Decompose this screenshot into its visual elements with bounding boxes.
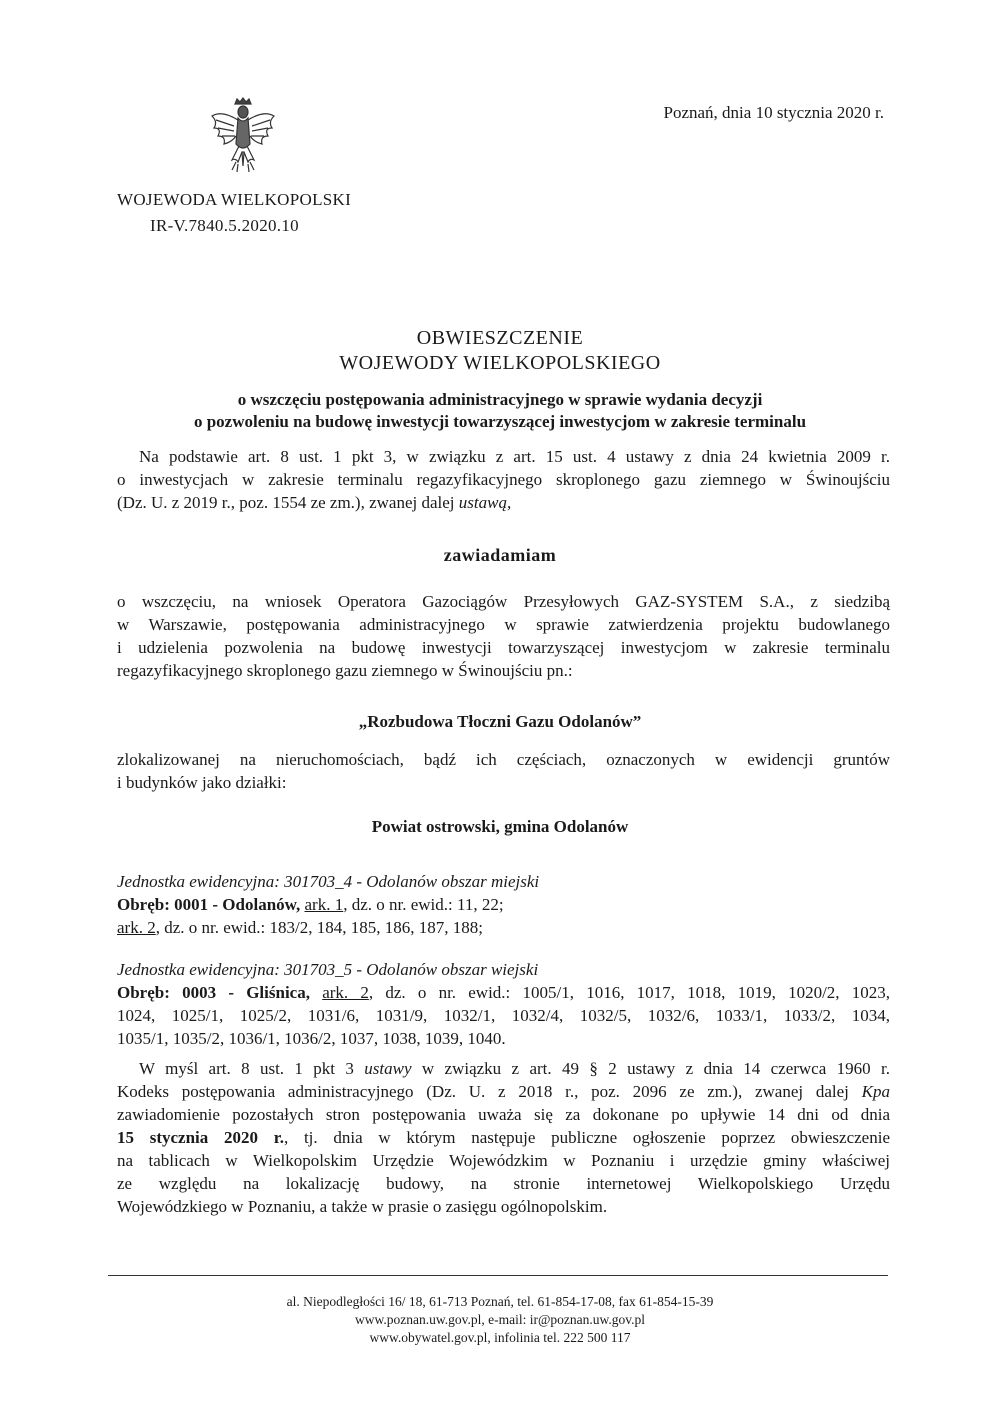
place-date: Poznań, dnia 10 stycznia 2020 r. — [663, 103, 884, 122]
location-paragraph — [117, 748, 890, 794]
paragraph-line — [117, 1126, 890, 1149]
paragraph-text: Kodeks postępowania administracyjnego (Dz. U. z 2018 r., poz. 2096 ze zm.), zwanej dalej — [117, 1082, 862, 1101]
parcel-numbers: , dz. o nr. ewid.: 183/2, 184, 185, 186, 187, 188; — [155, 918, 483, 937]
initiation-line: i udzielenia pozwolenia na budowę inwestycji towarzyszącej inwestycjom w zakresie terminalu — [117, 638, 890, 657]
registry-unit-label: Jednostka ewidencyjna: 301703_5 - Odolanów obszar wiejski — [117, 960, 539, 979]
sheet-label: ark. 2 — [322, 983, 369, 1002]
parcel-line: 1035/1, 1035/2, 1036/1, 1036/2, 1037, 1038, 1039, 1040. — [117, 1029, 506, 1048]
paragraph-line: ze względu na lokalizację budowy, na stronie internetowej Wielkopolskiego Urzędu — [117, 1174, 890, 1193]
initiation-paragraph — [117, 590, 890, 682]
parcel-line: 1024, 1025/1, 1025/2, 1031/6, 1031/9, 1032/1, 1032/4, 1032/5, 1032/6, 1033/1, 1033/2, 1034, — [117, 1006, 890, 1025]
paragraph-line: zawiadomienie pozostałych stron postępowania uważa się za dokonane po upływie 14 dni od dnia — [117, 1105, 890, 1124]
notice-subject-line-1: o wszczęciu postępowania administracyjnego w sprawie wydania decyzji — [237, 390, 763, 409]
registry-unit-rural — [117, 958, 890, 1050]
legal-basis-text: (Dz. U. z 2019 r., poz. 1554 ze zm.), zwanej dalej — [117, 493, 459, 512]
issuing-authority: WOJEWODA WIELKOPOLSKI — [117, 190, 352, 209]
footer-address: al. Niepodległości 16/ 18, 61-713 Poznań, tel. 61-854-17-08, fax 61-854-15-39 — [286, 1294, 714, 1309]
project-name: „Rozbudowa Tłoczni Gazu Odolanów” — [358, 712, 642, 731]
paragraph-line — [117, 1057, 890, 1080]
legal-basis-line — [117, 491, 890, 514]
paragraph-text: W myśl art. 8 ust. 1 pkt 3 — [139, 1059, 365, 1078]
defined-term: ustawy — [364, 1059, 412, 1078]
parcel-numbers: , dz. o nr. ewid.: 1005/1, 1016, 1017, 1018, 1019, 1020/2, 1023, — [368, 983, 891, 1002]
footer-divider — [108, 1275, 888, 1276]
location-line: i budynków jako działki: — [117, 773, 287, 792]
footer-hotline: www.obywatel.gov.pl, infolinia tel. 222 500 117 — [369, 1330, 631, 1345]
location-line: zlokalizowanej na nieruchomościach, bądź ich częściach, oznaczonych w ewidencji gruntów — [117, 750, 890, 769]
parcel-numbers: , dz. o nr. ewid.: 11, 22; — [343, 895, 504, 914]
parcel-line — [117, 981, 890, 1004]
precinct-label: Obręb: 0003 - Gliśnica, — [117, 983, 310, 1002]
legal-basis-line: o inwestycjach w zakresie terminalu regazyfikacyjnego skroplonego gazu ziemnego w Świnoujściu — [117, 470, 890, 489]
notice-title: OBWIESZCZENIE — [416, 327, 584, 349]
sheet-label: ark. 2 — [117, 918, 156, 937]
registry-unit-label: Jednostka ewidencyjna: 301703_4 - Odolanów obszar miejski — [117, 872, 540, 891]
legal-basis-paragraph — [117, 445, 890, 514]
footer-web-email: www.poznan.uw.gov.pl, e-mail: ir@poznan.uw.gov.pl — [355, 1312, 645, 1327]
reference-number: IR-V.7840.5.2020.10 — [150, 216, 299, 235]
paragraph-line: Wojewódzkiego w Poznaniu, a także w prasie o zasięgu ogólnopolskim. — [117, 1197, 608, 1216]
defined-term: ustawą, — [458, 493, 512, 512]
paragraph-text: , tj. dnia w którym następuje publiczne ogłoszenie poprzez obwieszczenie — [283, 1128, 890, 1147]
notification-effect-paragraph — [117, 1057, 890, 1218]
effective-date: 15 stycznia 2020 r. — [117, 1128, 284, 1147]
notify-heading: zawiadamiam — [443, 545, 557, 565]
notice-subject-line-2: o pozwoleniu na budowę inwestycji towarzyszącej inwestycjom w zakresie terminalu — [193, 412, 807, 431]
precinct-label: Obręb: 0001 - Odolanów, — [117, 895, 301, 914]
initiation-line: regazyfikacyjnego skroplonego gazu ziemnego w Świnoujściu pn.: — [117, 661, 573, 680]
notice-title-issuer: WOJEWODY WIELKOPOLSKIEGO — [339, 352, 661, 374]
paragraph-line — [117, 1080, 890, 1103]
defined-term: Kpa — [861, 1082, 890, 1101]
legal-basis-line: Na podstawie art. 8 ust. 1 pkt 3, w związku z art. 15 ust. 4 ustawy z dnia 24 kwietnia 2009 r. — [139, 447, 890, 466]
paragraph-text: w związku z art. 49 § 2 ustawy z dnia 14 czerwca 1960 r. — [411, 1059, 890, 1078]
district-heading: Powiat ostrowski, gmina Odolanów — [371, 817, 629, 836]
sheet-label: ark. 1 — [304, 895, 344, 914]
parcel-line — [117, 916, 890, 939]
initiation-line: o wszczęciu, na wniosek Operatora Gazociągów Przesyłowych GAZ-SYSTEM S.A., z siedzibą — [117, 592, 890, 611]
polish-eagle-emblem-icon — [208, 96, 278, 182]
paragraph-line: na tablicach w Wielkopolskim Urzędzie Wojewódzkim w Poznaniu i urzędzie gminy właściwej — [117, 1151, 890, 1170]
initiation-line: w Warszawie, postępowania administracyjnego w sprawie zatwierdzenia projektu budowlanego — [117, 615, 890, 634]
registry-unit-urban — [117, 870, 890, 939]
parcel-line — [117, 893, 890, 916]
